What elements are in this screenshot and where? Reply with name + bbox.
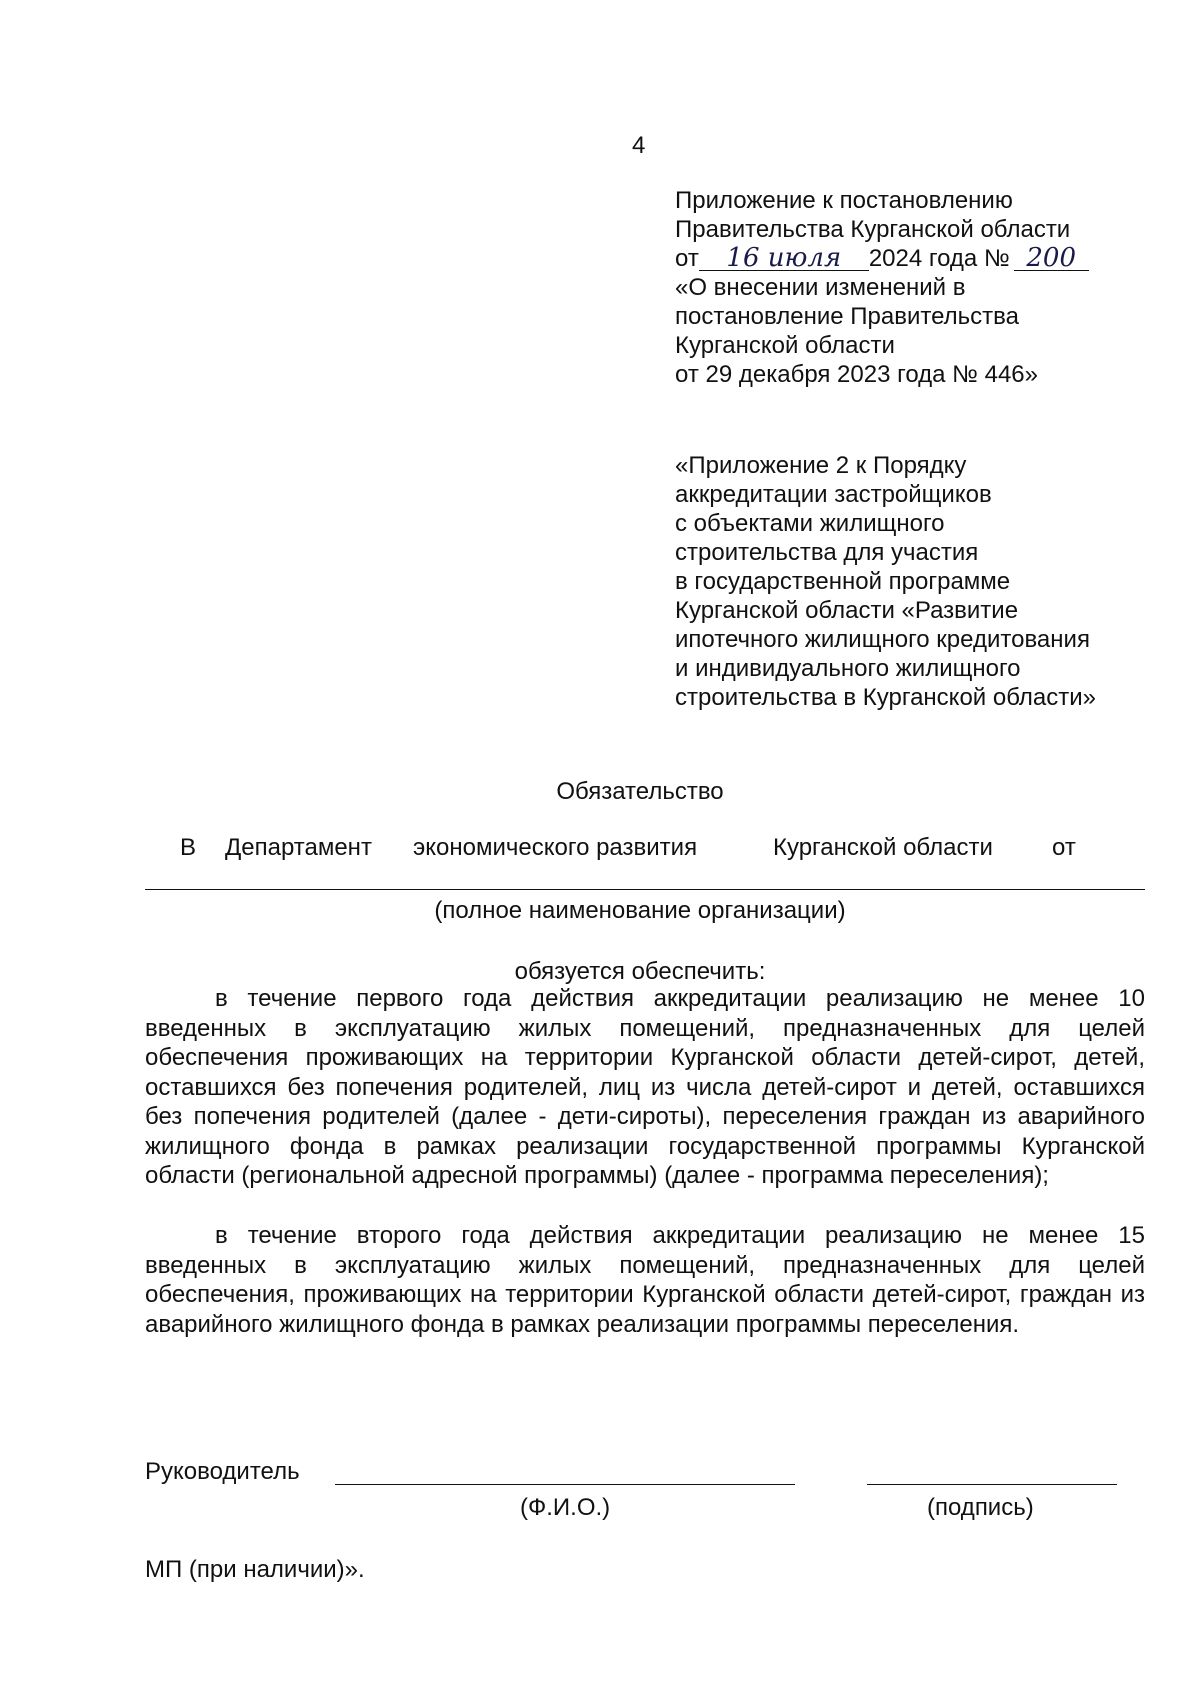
addressee-word: от (1052, 834, 1076, 861)
document-title: Обязательство (556, 778, 724, 805)
appendix2-line: строительства в Курганской области» (675, 684, 1096, 711)
signature-label: Руководитель (145, 1458, 300, 1485)
addressee-word: экономического развития (413, 834, 698, 861)
fio-rule (335, 1484, 795, 1485)
addressee-word: Курганской области (773, 834, 993, 861)
obligation-paragraph-2: в течение второго года действия аккредитации реализацию не менее 15 введенных в эксплуатацию жилых помещений, предназначенных для целей обеспечения, проживающих на территории Курганской области детей-сирот, граждан из аварийного жилищного фонда в рамках реализации программы переселения. (145, 1222, 1145, 1338)
appendix-subject-line: «О внесении изменений в (675, 274, 966, 301)
appendix2-line: аккредитации застройщиков (675, 481, 992, 508)
obligates-heading: обязуется обеспечить: (514, 958, 766, 985)
appendix-subject-line: от 29 декабря 2023 года № 446» (675, 361, 1038, 388)
organization-name-rule (145, 889, 1145, 890)
handwritten-number: 200 (1014, 246, 1089, 271)
appendix-line: Приложение к постановлению (675, 187, 1013, 214)
appendix2-header (675, 451, 1175, 712)
addressee-word: Департамент (225, 834, 372, 861)
appendix2-line: в государственной программе (675, 568, 1011, 595)
appendix-date-line (675, 244, 1175, 273)
signature-caption: (подпись) (927, 1494, 1034, 1521)
handwritten-date: 16 июля (699, 246, 869, 271)
page-number: 4 (632, 132, 646, 159)
obligation-paragraph-1: в течение первого года действия аккредитации реализацию не менее 10 введенных в эксплуатацию жилых помещений, предназначенных для целей обеспечения проживающих на территории Курганской области детей-сирот, детей, оставшихся без попечения родителей, лиц из числа детей-сирот и детей, оставшихся без попечения родителей (далее - дети-сироты), переселения граждан из аварийного жилищного фонда в рамках реализации государственной программы Курганской области (региональной адресной программы) (далее - программа переселения); (145, 985, 1145, 1189)
appendix2-line: с объектами жилищного (675, 510, 945, 537)
seal-note: МП (при наличии)». (145, 1556, 365, 1583)
appendix-line: Правительства Курганской области (675, 216, 1071, 243)
addressee-word: В (180, 834, 197, 861)
appendix2-line: «Приложение 2 к Порядку (675, 452, 967, 479)
appendix2-line: и индивидуального жилищного (675, 655, 1021, 682)
appendix-header (675, 186, 1175, 389)
appendix2-line: Курганской области «Развитие (675, 597, 1019, 624)
fio-caption: (Ф.И.О.) (520, 1494, 611, 1521)
appendix2-line: ипотечного жилищного кредитования (675, 626, 1090, 653)
signature-rule (867, 1484, 1117, 1485)
appendix-subject-line: Курганской области (675, 332, 895, 359)
date-suffix: 2024 года № (868, 245, 1010, 272)
date-prefix: от (675, 245, 699, 272)
appendix2-line: строительства для участия (675, 539, 979, 566)
organization-caption: (полное наименование организации) (434, 897, 846, 924)
appendix-subject-line: постановление Правительства (675, 303, 1019, 330)
